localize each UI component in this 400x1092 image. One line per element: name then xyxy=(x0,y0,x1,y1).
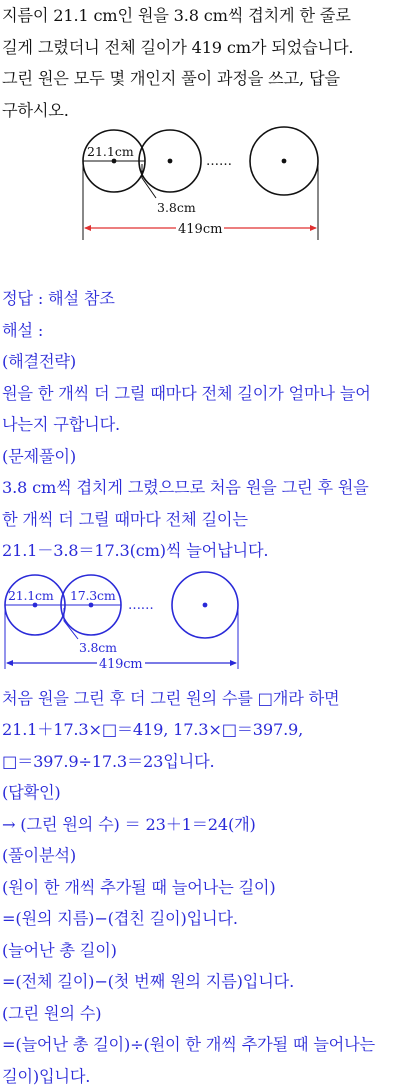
strategy-title: (해결전략) xyxy=(2,346,398,378)
ellipsis: …… xyxy=(128,598,154,613)
after-line: 21.1＋17.3×□＝419, 17.3×□＝397.9, xyxy=(2,714,398,746)
analysis-line: (그린 원의 수) xyxy=(2,998,398,1030)
analysis-line: =(늘어난 총 길이)÷(원이 한 개씩 추가될 때 늘어나는 xyxy=(2,1029,398,1061)
overlap-label: 3.8cm xyxy=(157,200,196,215)
strategy-line: 원을 한 개씩 더 그릴 때마다 전체 길이가 얼마나 늘어 xyxy=(2,378,398,410)
analysis-line: =(전체 길이)−(첫 번째 원의 지름)입니다. xyxy=(2,966,398,998)
explain-heading: 해설 : xyxy=(2,315,398,347)
answer-heading: 정답 : 해설 참조 xyxy=(2,283,398,315)
overlap-leader xyxy=(64,608,78,639)
center-dot-last xyxy=(282,159,287,164)
step-label: 17.3cm xyxy=(70,588,116,603)
center-dot-last xyxy=(203,602,208,607)
check-line: → (그린 원의 수) ＝ 23＋1＝24(개) xyxy=(2,809,398,841)
problem-figure xyxy=(80,120,330,245)
solution-line: 3.8 cm씩 겹치게 그렸으므로 처음 원을 그린 후 원을 xyxy=(2,472,398,504)
after-line: 처음 원을 그린 후 더 그린 원의 수를 □개라 하면 xyxy=(2,683,398,715)
total-arrow-right xyxy=(230,660,237,666)
center-dot-1 xyxy=(112,159,117,164)
problem-line: 길게 그렸더니 전체 길이가 419 cm가 되었습니다. xyxy=(2,32,398,64)
diameter-label: 21.1cm xyxy=(8,588,54,603)
diameter-label: 21.1cm xyxy=(87,144,134,159)
center-dot-1 xyxy=(33,602,38,607)
solution-line: 21.1－3.8＝17.3(cm)씩 늘어납니다. xyxy=(2,535,398,567)
answer-section xyxy=(2,283,398,1092)
solution-title: (문제풀이) xyxy=(2,441,398,473)
total-arrow-right xyxy=(310,225,317,231)
analysis-line: (늘어난 총 길이) xyxy=(2,935,398,967)
solution-line: 한 개씩 더 그릴 때마다 전체 길이는 xyxy=(2,504,398,536)
center-dot-2 xyxy=(168,159,173,164)
problem-line: 그린 원은 모두 몇 개인지 풀이 과정을 쓰고, 답을 xyxy=(2,63,398,95)
strategy-line: 나는지 구합니다. xyxy=(2,409,398,441)
total-arrow-left xyxy=(84,225,91,231)
ellipsis: …… xyxy=(206,154,232,169)
center-dot-2 xyxy=(89,602,94,607)
analysis-title: (풀이분석) xyxy=(2,840,398,872)
analysis-line: (원이 한 개씩 추가될 때 늘어나는 길이) xyxy=(2,872,398,904)
problem-line: 지름이 21.1 cm인 원을 3.8 cm씩 겹치게 한 줄로 xyxy=(2,0,398,32)
analysis-line: 길이)입니다. xyxy=(2,1061,398,1092)
problem-text xyxy=(2,0,398,126)
total-label: 419cm xyxy=(178,222,222,237)
total-arrow-left xyxy=(6,660,13,666)
problem-line: 구하시오. xyxy=(2,95,398,127)
after-line: □＝397.9÷17.3＝23입니다. xyxy=(2,746,398,778)
check-title: (답확인) xyxy=(2,777,398,809)
analysis-line: =(원의 지름)−(겹친 길이)입니다. xyxy=(2,903,398,935)
total-label: 419cm xyxy=(99,657,142,672)
solution-figure xyxy=(2,569,247,677)
overlap-label: 3.8cm xyxy=(79,640,117,655)
